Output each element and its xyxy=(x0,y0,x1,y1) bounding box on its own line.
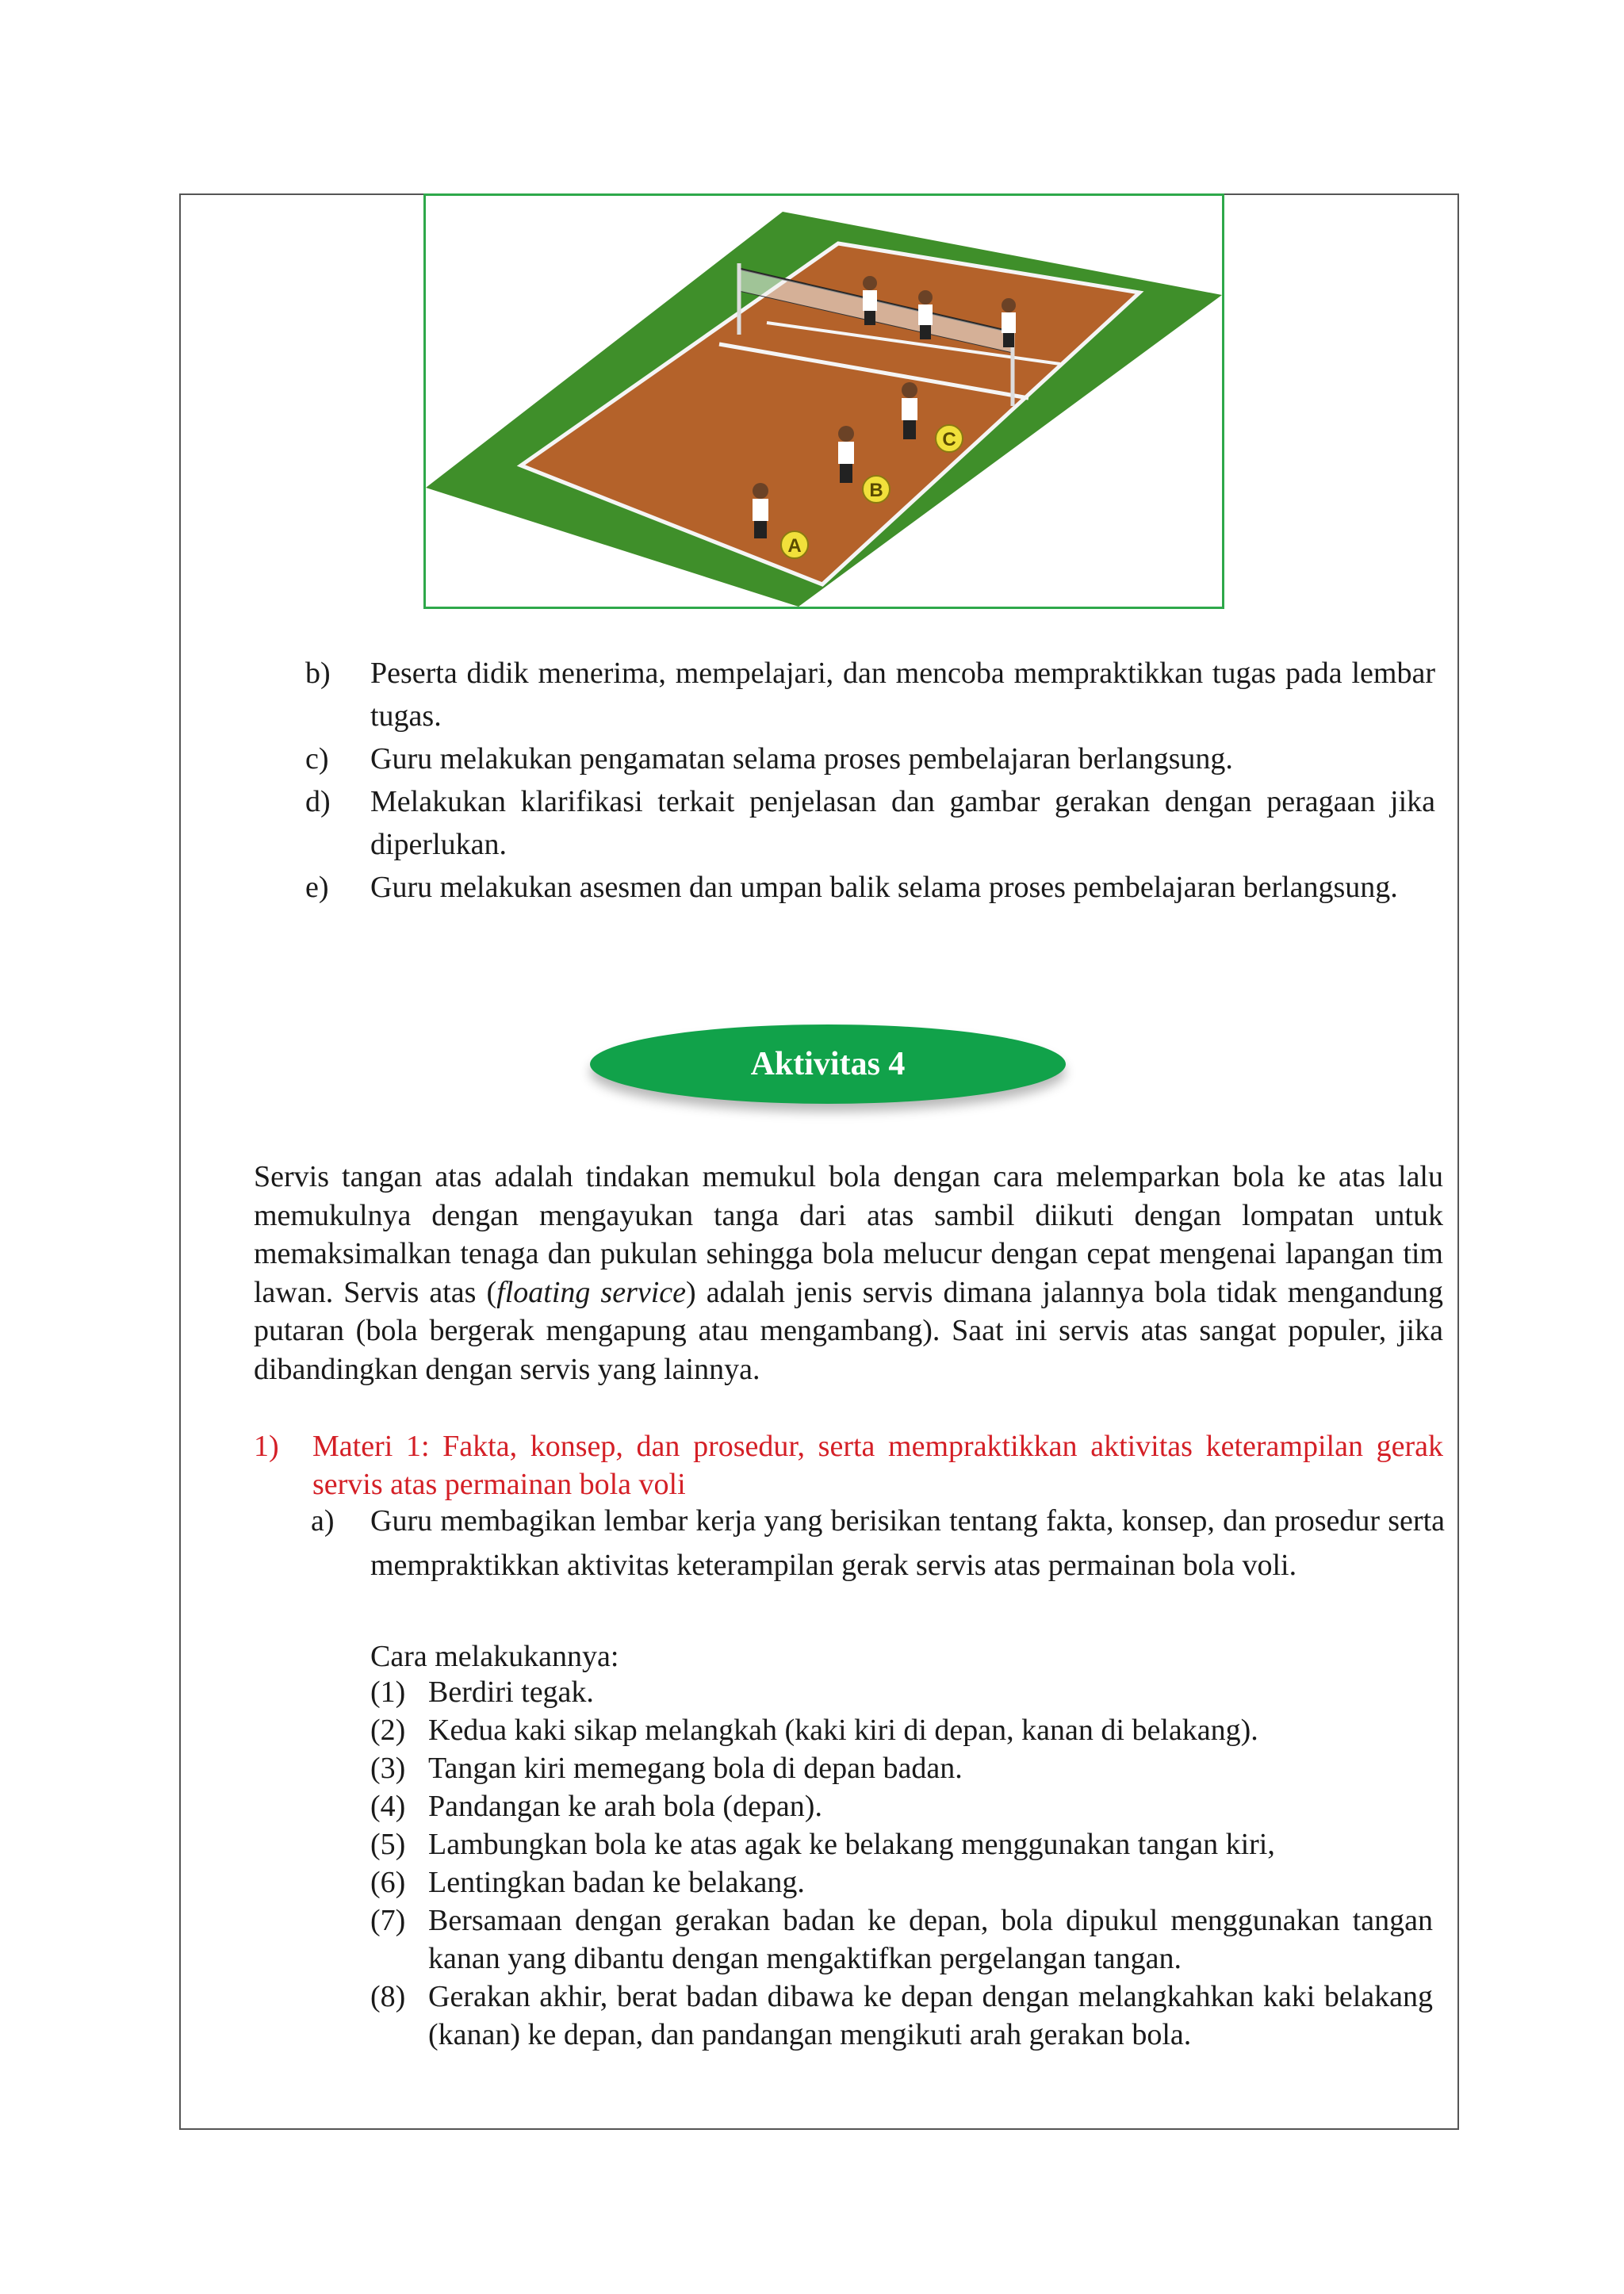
step-item xyxy=(370,1673,1433,1711)
activity-badge xyxy=(590,1024,1066,1104)
step-text: Pandangan ke arah bola (depan). xyxy=(428,1790,822,1823)
step-marker: (8) xyxy=(370,1980,406,2013)
list-item xyxy=(305,652,1435,737)
intro-paragraph xyxy=(254,1158,1443,1388)
svg-text:B: B xyxy=(869,480,883,501)
step-marker: (6) xyxy=(370,1866,406,1899)
list-marker: c) xyxy=(305,742,329,776)
step-text: Bersamaan dengan gerakan badan ke depan, bola dipukul menggunakan tangan kanan yang dibantu dengan mengaktifkan pergelangan tangan. xyxy=(428,1904,1433,1975)
step-text: Tangan kiri memegang bola di depan badan. xyxy=(428,1752,963,1785)
step-marker: (1) xyxy=(370,1676,406,1709)
list-marker: d) xyxy=(305,785,331,818)
position-marker-b xyxy=(863,476,890,503)
list-item xyxy=(305,737,1435,780)
step-item xyxy=(370,1978,1433,2054)
player-far-1 xyxy=(863,276,877,325)
intro-text-1: Servis tangan atas adalah tindakan memukul bola dengan cara melemparkan bola ke atas lalu memukulnya dengan mengayukan tanga dari atas sambil diikuti dengan lompatan untuk memaksimalkan tenaga dan pukulan sehingga bola melucur dengan cepat mengenai lapangan tim lawan. Servis atas ( xyxy=(254,1160,1443,1309)
step-text: Lentingkan badan ke belakang. xyxy=(428,1866,805,1899)
step-text: Gerakan akhir, berat badan dibawa ke depan dengan melangkahkan kaki belakang (kanan) ke depan, dan pandangan mengikuti arah gerakan bola. xyxy=(428,1980,1433,2051)
step-marker: (3) xyxy=(370,1752,406,1785)
step-item xyxy=(370,1863,1433,1901)
step-text: Kedua kaki sikap melangkah (kaki kiri di depan, kanan di belakang). xyxy=(428,1714,1258,1747)
step-marker: (2) xyxy=(370,1714,406,1747)
court-svg xyxy=(426,196,1222,607)
step-text: Lambungkan bola ke atas agak ke belakang menggunakan tangan kiri, xyxy=(428,1828,1275,1861)
step-marker: (5) xyxy=(370,1828,406,1861)
player-near-2 xyxy=(838,426,854,483)
list-item xyxy=(305,780,1435,866)
materi-text: Materi 1: Fakta, konsep, dan prosedur, serta mempraktikkan aktivitas keterampilan gerak servis atas permainan bola voli xyxy=(312,1430,1443,1501)
player-far-3 xyxy=(1002,298,1016,347)
list-item xyxy=(305,866,1435,909)
list-text: Guru melakukan asesmen dan umpan balik selama proses pembelajaran berlangsung. xyxy=(370,871,1398,904)
position-marker-a xyxy=(781,531,808,558)
materi-heading xyxy=(254,1427,1443,1503)
player-far-2 xyxy=(918,290,933,339)
intro-text-2: ) adalah jenis servis dimana jalannya bola tidak mengandung putaran (bola bergerak mengapung atau mengambang). Saat ini servis atas sangat populer, jika dibandingkan dengan servis yang lainnya. xyxy=(254,1275,1443,1386)
sub-item-a xyxy=(311,1499,1445,1587)
step-item xyxy=(370,1749,1433,1787)
list-marker: b) xyxy=(305,657,331,690)
position-marker-c xyxy=(936,425,963,452)
svg-text:A: A xyxy=(787,535,802,557)
sub-item-marker: a) xyxy=(311,1504,335,1538)
step-text: Berdiri tegak. xyxy=(428,1676,594,1709)
volleyball-court-illustration xyxy=(423,193,1224,609)
svg-text:C: C xyxy=(942,429,956,450)
step-item xyxy=(370,1901,1433,1978)
list-marker: e) xyxy=(305,871,329,904)
steps-list xyxy=(370,1673,1433,2054)
procedure-list xyxy=(305,652,1435,909)
intro-italic-term: floating service xyxy=(496,1275,687,1309)
sub-item-text: Guru membagikan lembar kerja yang berisikan tentang fakta, konsep, dan prosedur serta mempraktikkan aktivitas keterampilan gerak servis atas permainan bola voli. xyxy=(370,1504,1445,1582)
materi-marker: 1) xyxy=(254,1430,279,1463)
step-marker: (4) xyxy=(370,1790,406,1823)
step-item xyxy=(370,1711,1433,1749)
activity-title: Aktivitas 4 xyxy=(750,1046,906,1082)
list-text: Peserta didik menerima, mempelajari, dan mencoba mempraktikkan tugas pada lembar tugas. xyxy=(370,657,1435,733)
cara-label: Cara melakukannya: xyxy=(370,1640,619,1673)
player-near-1 xyxy=(902,382,917,439)
step-item xyxy=(370,1825,1433,1863)
player-near-3 xyxy=(753,483,768,538)
list-text: Guru melakukan pengamatan selama proses pembelajaran berlangsung. xyxy=(370,742,1233,776)
step-marker: (7) xyxy=(370,1904,406,1937)
list-text: Melakukan klarifikasi terkait penjelasan dan gambar gerakan dengan peragaan jika diperlukan. xyxy=(370,785,1435,861)
step-item xyxy=(370,1787,1433,1825)
